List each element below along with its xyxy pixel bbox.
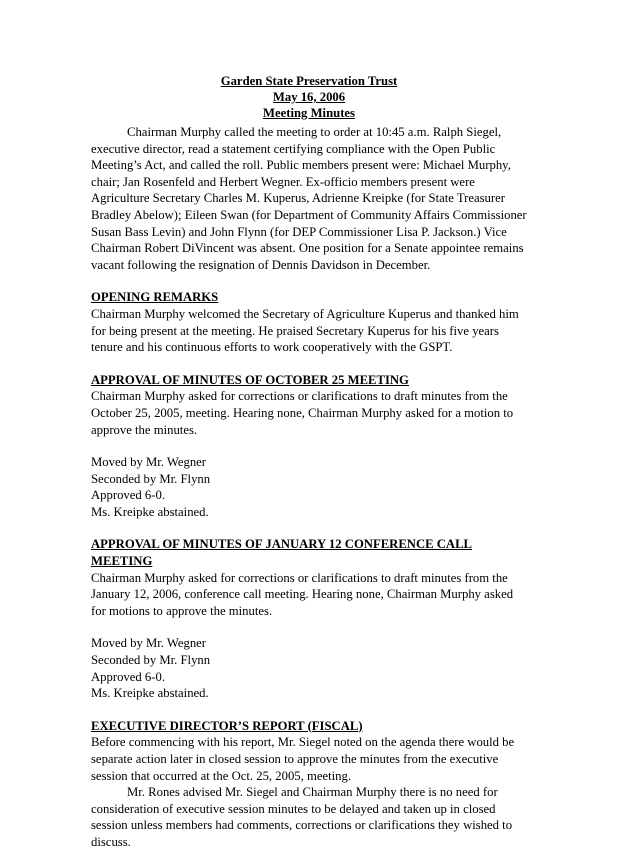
- vote-line: Approved 6-0.: [91, 488, 165, 503]
- vote-line: Moved by Mr. Wegner: [91, 455, 207, 470]
- document-header: [0, 73, 618, 121]
- section-heading: APPROVAL OF MINUTES OF OCTOBER 25 MEETING: [91, 372, 409, 387]
- vote-line: Seconded by Mr. Flynn: [91, 653, 211, 668]
- january-minutes-section: [91, 536, 531, 701]
- vote-line: Ms. Kreipke abstained.: [91, 686, 209, 701]
- vote-line: Moved by Mr. Wegner: [91, 636, 207, 651]
- vote-record: [91, 454, 531, 520]
- intro-paragraph: Chairman Murphy called the meeting to order at 10:45 a.m. Ralph Siegel, executive director, read a statement certifying compliance with the Open Public Meeting’s Act, and called the roll. Public members present were: Michael Murphy, chair; Jan Rosenfeld and Herbert Wegner. Ex-officio members present were Agriculture Secretary Charles M. Kuperus, Adrienne Kreipke (for State Treasurer Bradley Abelow); Eileen Swan (for Department of Community Affairs Commissioner Susan Bass Levin) and John Flynn (for DEP Commissioner Lisa P. Jackson.) Vice Chairman Robert DiVincent was absent. One position for a Senate appointee remains vacant following the resignation of Dennis Davidson in December.: [91, 125, 527, 272]
- october-minutes-section: [91, 372, 531, 521]
- vote-line: Seconded by Mr. Flynn: [91, 471, 211, 486]
- section-text: Mr. Rones advised Mr. Siegel and Chairman Murphy there is no need for consideration of executive session minutes to be delayed and taken up in closed session unless members had comments, corrections or clarifications they wished to discuss.: [91, 785, 513, 849]
- meeting-date: May 16, 2006: [272, 90, 346, 104]
- vote-line: Ms. Kreipke abstained.: [91, 504, 209, 519]
- section-heading: EXECUTIVE DIRECTOR’S REPORT (FISCAL): [91, 718, 363, 733]
- executive-report-section: [91, 718, 531, 851]
- document-title: Meeting Minutes: [263, 106, 355, 120]
- document-body: [91, 124, 531, 851]
- opening-remarks-section: [91, 289, 531, 355]
- section-text: Chairman Murphy welcomed the Secretary of Agriculture Kuperus and thanked him for being present at the meeting. He praised Secretary Kuperus for his five years tenure and his continuous efforts to work cooperatively with the GSPT.: [91, 306, 519, 355]
- organization-title: Garden State Preservation Trust: [220, 74, 398, 88]
- section-text: Chairman Murphy asked for corrections or clarifications to draft minutes from the January 12, 2006, conference call meeting. Hearing none, Chairman Murphy asked for motions to approve the minutes.: [91, 570, 514, 618]
- vote-line: Approved 6-0.: [91, 669, 165, 684]
- section-text: Before commencing with his report, Mr. Siegel noted on the agenda there would be separate action later in closed session to approve the minutes from the executive session that occurred at the Oct. 25, 2005, meeting.: [91, 735, 515, 783]
- section-heading: APPROVAL OF MINUTES OF JANUARY 12 CONFERENCE CALL MEETING: [91, 537, 473, 569]
- vote-record: [91, 635, 531, 701]
- section-heading: OPENING REMARKS: [91, 290, 219, 305]
- section-text: Chairman Murphy asked for corrections or clarifications to draft minutes from the October 25, 2005, meeting. Hearing none, Chairman Murphy asked for a motion to approve the minutes.: [91, 389, 514, 437]
